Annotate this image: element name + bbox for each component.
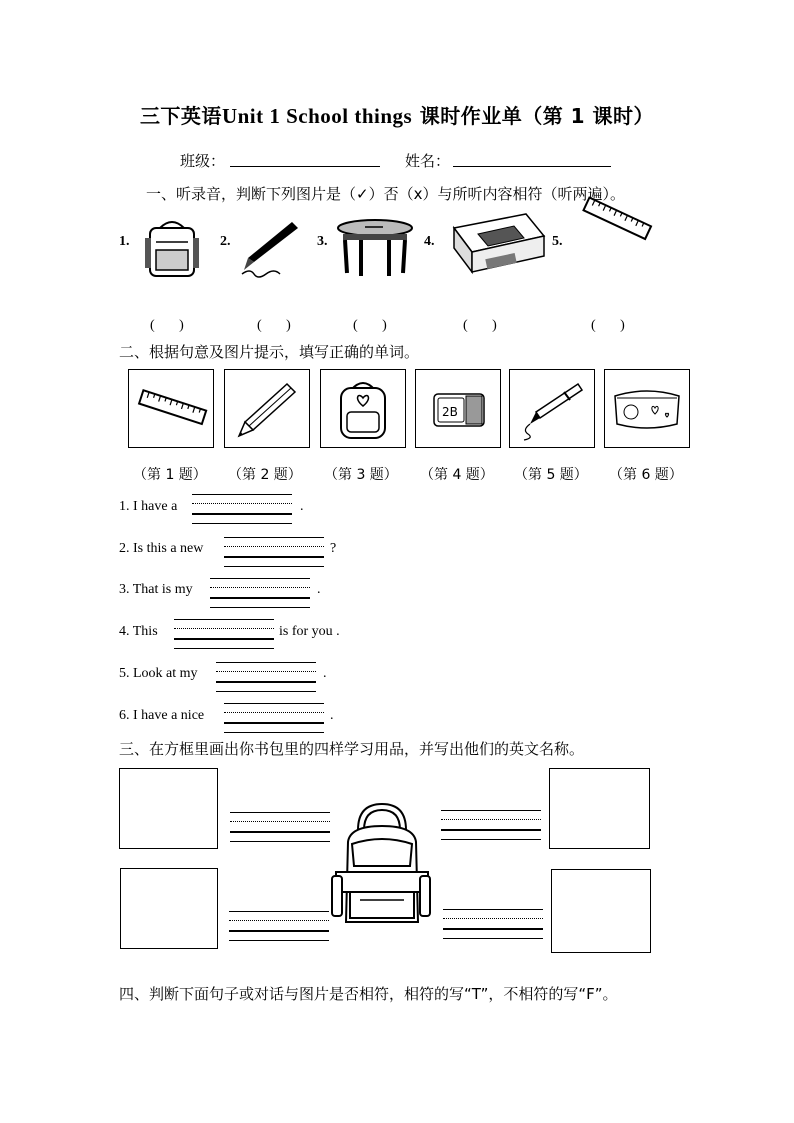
s1-item-num: 3. xyxy=(317,234,328,249)
sentence-text: 2. Is this a new xyxy=(119,541,204,556)
answer-writing-lines[interactable] xyxy=(230,812,330,842)
name-field[interactable] xyxy=(453,166,611,167)
s1-item-num: 2. xyxy=(220,234,231,249)
class-field[interactable] xyxy=(230,166,380,167)
sentence-post-text: is for you . xyxy=(279,624,340,639)
page-title xyxy=(0,100,794,129)
pencil-case-icon xyxy=(611,384,683,434)
schoolbag-icon xyxy=(330,800,432,930)
picture-caption: （第 1 题） xyxy=(133,467,207,483)
pen-icon xyxy=(518,378,586,440)
answer-paren[interactable]: ( ) xyxy=(150,318,184,333)
class-label: 班级： xyxy=(180,152,226,170)
schoolbag-icon xyxy=(335,376,391,442)
picture-caption: （第 4 题） xyxy=(420,467,494,483)
drawing-box[interactable] xyxy=(120,868,218,949)
section3-instruction: 三、在方框里画出你书包里的四样学习用品，并写出他们的英文名称。 xyxy=(119,740,585,758)
sentence-punct: . xyxy=(300,499,304,514)
sentence-punct: . xyxy=(330,708,334,723)
answer-writing-lines[interactable] xyxy=(210,578,310,608)
s1-item-num: 4. xyxy=(424,234,435,249)
title-cn-part2: 课时作业单（第 1 课时） xyxy=(419,104,655,128)
s1-item-num: 5. xyxy=(552,234,563,249)
answer-writing-lines[interactable] xyxy=(229,911,329,941)
picture-box xyxy=(509,369,595,448)
picture-box xyxy=(415,369,501,448)
picture-box xyxy=(320,369,406,448)
ruler-icon xyxy=(137,384,207,434)
drawing-box[interactable] xyxy=(551,869,651,953)
picture-box xyxy=(604,369,690,448)
section4-instruction: 四、判断下面句子或对话与图片是否相符，相符的写“T”，不相符的写“F”。 xyxy=(119,985,618,1003)
section1-instruction: 一、听录音，判断下列图片是（✓）否（x）与所听内容相符（听两遍）。 xyxy=(146,185,625,203)
answer-paren[interactable]: ( ) xyxy=(257,318,291,333)
drawing-box[interactable] xyxy=(549,768,650,849)
pencil-icon xyxy=(235,380,299,438)
sentence-text: 5. Look at my xyxy=(119,666,198,681)
title-cn-part1: 三下英语 xyxy=(139,104,222,128)
eraser-icon xyxy=(448,212,548,276)
section2-instruction: 二、根据句意及图片提示，填写正确的单词。 xyxy=(119,343,420,361)
answer-writing-lines[interactable] xyxy=(443,909,543,939)
sentence-text: 4. This xyxy=(119,624,158,639)
sentence-punct: . xyxy=(317,582,321,597)
sentence-text: 3. That is my xyxy=(119,582,193,597)
s1-item-num: 1. xyxy=(119,234,130,249)
answer-writing-lines[interactable] xyxy=(216,662,316,692)
schoolbag-icon xyxy=(142,218,202,280)
answer-paren[interactable]: ( ) xyxy=(463,318,497,333)
drawing-box[interactable] xyxy=(119,768,218,849)
pen-icon xyxy=(240,218,300,278)
answer-writing-lines[interactable] xyxy=(441,810,541,840)
title-en-part: Unit 1 School things xyxy=(221,104,413,128)
picture-caption: （第 3 题） xyxy=(324,467,398,483)
answer-writing-lines[interactable] xyxy=(174,619,274,649)
picture-box xyxy=(224,369,310,448)
svg-text:2B: 2B xyxy=(442,405,458,419)
sentence-text: 1. I have a xyxy=(119,499,178,514)
picture-caption: （第 2 题） xyxy=(228,467,302,483)
answer-writing-lines[interactable] xyxy=(192,494,292,524)
name-label: 姓名： xyxy=(405,152,451,170)
ruler-icon xyxy=(580,196,652,246)
table-icon xyxy=(335,218,415,280)
sentence-punct: ? xyxy=(330,541,337,556)
picture-caption: （第 6 题） xyxy=(609,467,683,483)
sentence-text: 6. I have a nice xyxy=(119,708,205,723)
answer-writing-lines[interactable] xyxy=(224,537,324,567)
answer-paren[interactable]: ( ) xyxy=(353,318,387,333)
sentence-punct: . xyxy=(323,666,327,681)
picture-caption: （第 5 题） xyxy=(514,467,588,483)
answer-writing-lines[interactable] xyxy=(224,703,324,733)
answer-paren[interactable]: ( ) xyxy=(591,318,625,333)
eraser-icon xyxy=(430,386,490,432)
picture-box xyxy=(128,369,214,448)
